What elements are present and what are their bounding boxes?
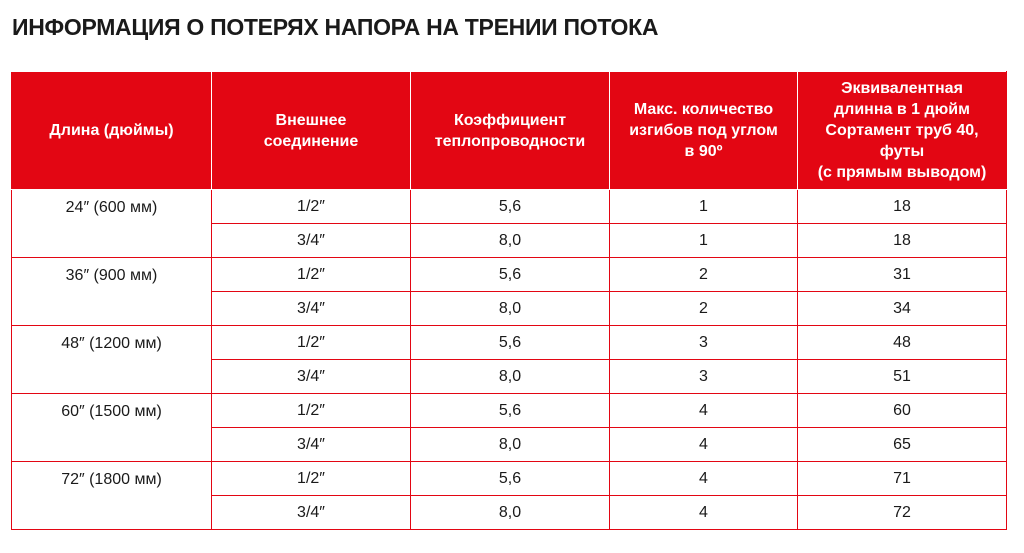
coefficient-cell: 5,6 — [411, 326, 610, 360]
length-cell: 24″ (600 мм) — [12, 190, 212, 258]
length-cell: 60″ (1500 мм) — [12, 394, 212, 462]
connection-cell: 1/2″ — [212, 190, 411, 224]
bends-cell: 3 — [610, 360, 798, 394]
equivalent-length-cell: 18 — [798, 224, 1007, 258]
table-row — [12, 190, 1007, 224]
connection-cell: 3/4″ — [212, 224, 411, 258]
bends-cell: 2 — [610, 292, 798, 326]
header-coefficient: Коэффициент теплопроводности — [411, 72, 610, 190]
coefficient-cell: 5,6 — [411, 258, 610, 292]
connection-cell: 1/2″ — [212, 462, 411, 496]
header-length: Длина (дюймы) — [12, 72, 212, 190]
length-cell: 72″ (1800 мм) — [12, 462, 212, 530]
header-connection: Внешнее соединение — [212, 72, 411, 190]
table-row — [12, 258, 1007, 292]
coefficient-cell: 5,6 — [411, 190, 610, 224]
connection-cell: 1/2″ — [212, 394, 411, 428]
connection-cell: 3/4″ — [212, 428, 411, 462]
equivalent-length-cell: 72 — [798, 496, 1007, 530]
table-row — [12, 394, 1007, 428]
coefficient-cell: 8,0 — [411, 292, 610, 326]
connection-cell: 1/2″ — [212, 258, 411, 292]
page-title: ИНФОРМАЦИЯ О ПОТЕРЯХ НАПОРА НА ТРЕНИИ ПОТОКА — [12, 14, 659, 40]
bends-cell: 4 — [610, 496, 798, 530]
equivalent-length-cell: 71 — [798, 462, 1007, 496]
coefficient-cell: 8,0 — [411, 496, 610, 530]
bends-cell: 4 — [610, 428, 798, 462]
coefficient-cell: 5,6 — [411, 462, 610, 496]
coefficient-cell: 5,6 — [411, 394, 610, 428]
bends-cell: 2 — [610, 258, 798, 292]
equivalent-length-cell: 34 — [798, 292, 1007, 326]
connection-cell: 3/4″ — [212, 292, 411, 326]
coefficient-cell: 8,0 — [411, 360, 610, 394]
table-header — [12, 72, 1007, 190]
coefficient-cell: 8,0 — [411, 224, 610, 258]
equivalent-length-cell: 65 — [798, 428, 1007, 462]
equivalent-length-cell: 60 — [798, 394, 1007, 428]
table-body — [12, 190, 1007, 530]
length-cell: 36″ (900 мм) — [12, 258, 212, 326]
bends-cell: 3 — [610, 326, 798, 360]
bends-cell: 1 — [610, 224, 798, 258]
header-equivalent-length: Эквивалентная длинна в 1 дюйм Сортамент труб 40, футы (с прямым выводом) — [798, 72, 1007, 190]
table-row — [12, 462, 1007, 496]
equivalent-length-cell: 51 — [798, 360, 1007, 394]
bends-cell: 4 — [610, 394, 798, 428]
table-row — [12, 326, 1007, 360]
equivalent-length-cell: 31 — [798, 258, 1007, 292]
equivalent-length-cell: 18 — [798, 190, 1007, 224]
connection-cell: 3/4″ — [212, 496, 411, 530]
bends-cell: 1 — [610, 190, 798, 224]
connection-cell: 1/2″ — [212, 326, 411, 360]
header-max-bends: Макс. количество изгибов под углом в 90º — [610, 72, 798, 190]
equivalent-length-cell: 48 — [798, 326, 1007, 360]
header-row — [12, 72, 1007, 190]
bends-cell: 4 — [610, 462, 798, 496]
length-cell: 48″ (1200 мм) — [12, 326, 212, 394]
friction-loss-table — [11, 71, 1007, 530]
coefficient-cell: 8,0 — [411, 428, 610, 462]
connection-cell: 3/4″ — [212, 360, 411, 394]
